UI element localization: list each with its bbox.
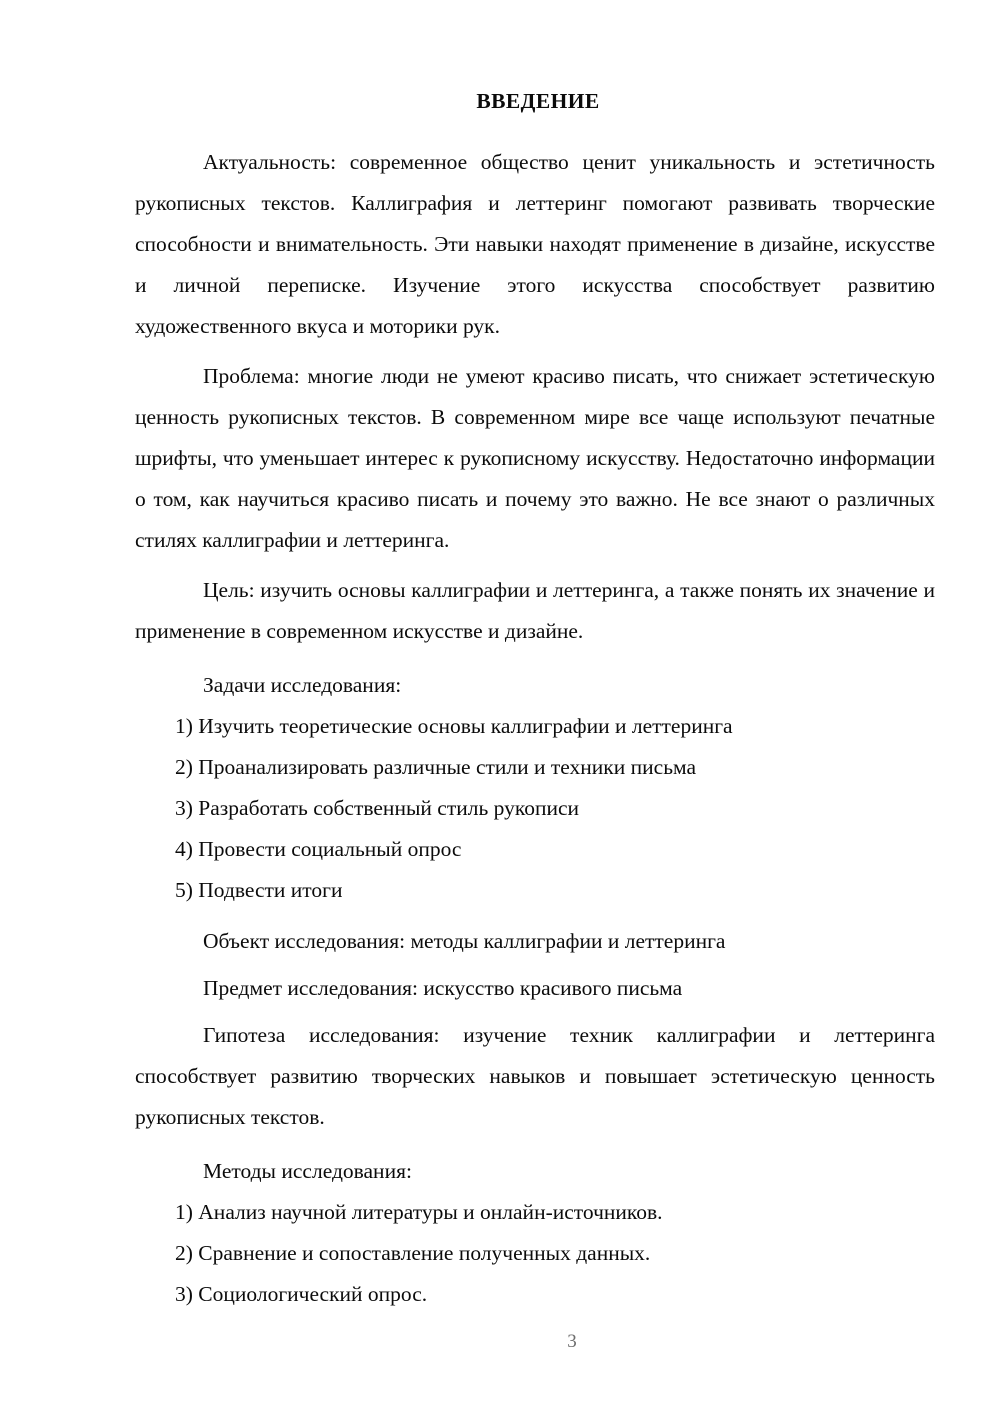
document-body [135,88,935,1315]
paragraph-hypothesis: Гипотеза исследования: изучение техник каллиграфии и леттеринга способствует развитию творческих навыков и повышает эстетическую ценность рукописных текстов. [135,1022,935,1129]
list-item: 1) Изучить теоретические основы каллиграфии и леттеринга [175,713,733,738]
list-item: 1) Анализ научной литературы и онлайн-источников. [175,1199,663,1224]
paragraph-spacer [135,1141,935,1151]
list-item: 3) Разработать собственный стиль рукописи [175,795,580,820]
tasks-label: Задачи исследования: [203,672,402,697]
list-item: 2) Сравнение и сопоставление полученных данных. [175,1240,651,1265]
paragraph-goal: Цель: изучить основы каллиграфии и леттеринга, а также понять их значение и применение в современном искусстве и дизайне. [135,577,935,643]
page-number: 3 [567,1331,577,1352]
subject-of-research-line: Предмет исследования: искусство красивого письма [203,975,683,1000]
methods-label: Методы исследования: [203,1158,412,1183]
page-title: ВВЕДЕНИЕ [476,89,600,113]
list-item: 3) Социологический опрос. [175,1281,428,1306]
paragraph-problem: Проблема: многие люди не умеют красиво писать, что снижает эстетическую ценность рукописных текстов. В современном мире все чаще используют печатные шрифты, что уменьшает интерес к рукописному искусству. Недостаточно информации о том, как научиться красиво писать и почему это важно. Не все знают о различных стилях каллиграфии и леттеринга. [135,363,935,552]
methods-list [135,1192,935,1315]
object-of-research-line: Объект исследования: методы каллиграфии и леттеринга [203,928,726,953]
list-item: 2) Проанализировать различные стили и техники письма [175,754,696,779]
tasks-list [135,706,935,911]
paragraph-relevance: Актуальность: современное общество ценит уникальность и эстетичность рукописных текстов. Каллиграфия и леттеринг помогают развивать творческие способности и внимательность. Эти навыки находят применение в дизайне, искусстве и личной переписке. Изучение этого искусства способствует развитию художественного вкуса и моторики рук. [135,149,935,338]
paragraph-spacer [135,655,935,665]
list-item: 5) Подвести итоги [175,877,343,902]
paragraph-spacer [135,911,935,921]
list-item: 4) Провести социальный опрос [175,836,462,861]
